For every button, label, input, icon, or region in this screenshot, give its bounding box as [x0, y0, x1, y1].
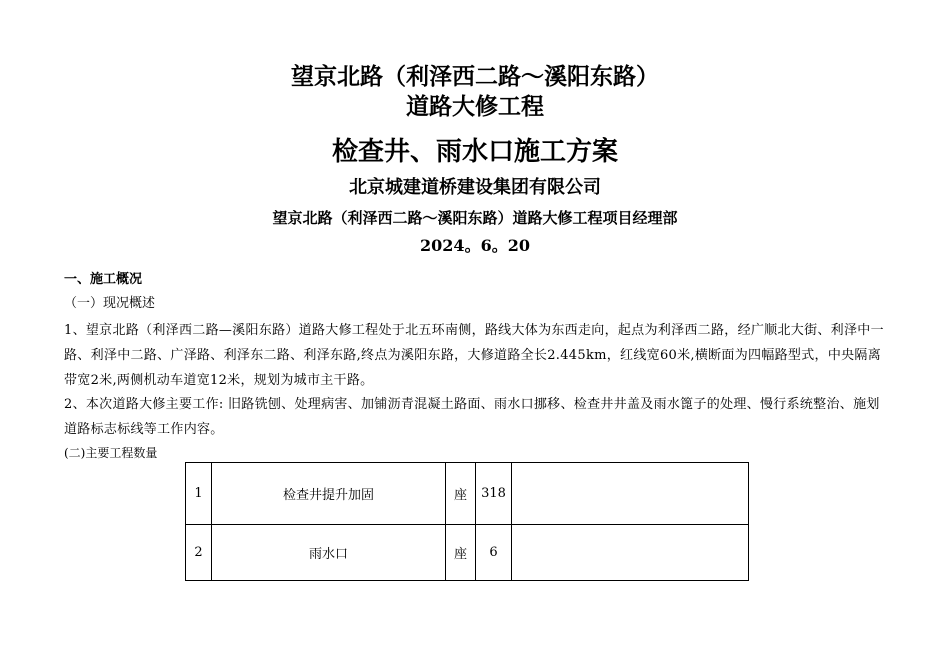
paragraph-project-location: 1、望京北路（利泽西二路—溪阳东路）道路大修工程处于北五环南侧，路线大体为东西走向，起点为利泽西二路，经广顺北大街、利泽中一路、利泽中二路、广泽路、利泽东二路、利泽东路,终点为溪阳东路，大修道路全长2.445km，红线宽60米,横断面为四幅路型式，中央隔离带宽2米,两侧机动车道宽12米，规划为城市主干路。 [64, 323, 884, 388]
table-cell-quantity: 318 [476, 463, 512, 525]
table-cell-note [512, 525, 749, 581]
table-cell-note [512, 463, 749, 525]
table-cell-no: 2 [186, 525, 212, 581]
table-cell-item: 雨水口 [212, 525, 446, 581]
table-cell-quantity: 6 [476, 525, 512, 581]
section-heading-overview: 一、施工概况 [64, 272, 143, 287]
paragraph-main-works: 2、本次道路大修主要工作: 旧路铣刨、处理病害、加铺沥青混凝土路面、雨水口挪移、检查井井盖及雨水篦子的处理、慢行系统整治、施划道路标志标线等工作内容。 [64, 397, 880, 437]
company-name: 北京城建道桥建设集团有限公司 [349, 177, 601, 198]
document-title-line-3: 检查井、雨水口施工方案 [331, 137, 618, 167]
department-name: 望京北路（利泽西二路～溪阳东路）道路大修工程项目经理部 [272, 209, 678, 227]
table-cell-no: 1 [186, 463, 212, 525]
document-date: 2024。6。20 [420, 236, 530, 255]
table-cell-unit: 座 [446, 463, 476, 525]
subsection-heading-quantities: (二)主要工程数量 [64, 446, 158, 460]
quantity-table [185, 462, 749, 581]
document-title-line-2: 道路大修工程 [406, 93, 544, 120]
table-cell-item: 检查井提升加固 [212, 463, 446, 525]
document-title-line-1: 望京北路（利泽西二路～溪阳东路） [291, 63, 659, 90]
table-cell-unit: 座 [446, 525, 476, 581]
subsection-heading-current-status: （一）现况概述 [64, 296, 156, 311]
table-row [186, 463, 749, 525]
table-row [186, 525, 749, 581]
